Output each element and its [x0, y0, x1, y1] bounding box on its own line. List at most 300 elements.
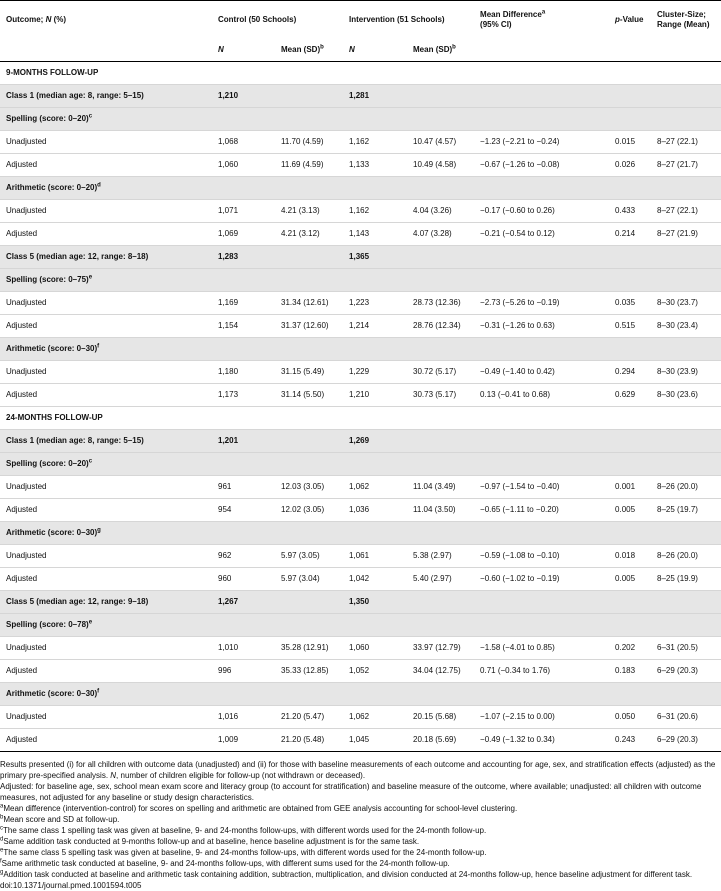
subgroup-row	[0, 453, 721, 476]
empty-cell	[212, 269, 275, 292]
intervention-mean: 4.07 (3.28)	[407, 223, 474, 246]
mean-difference: −0.67 (−1.26 to −0.08)	[474, 154, 609, 177]
group-label: Class 1 (median age: 8, range: 5–15)	[0, 430, 212, 453]
cluster-size: 8–30 (23.4)	[651, 315, 721, 338]
table-row	[0, 729, 721, 752]
p-value: 0.629	[609, 384, 651, 407]
empty-cell	[609, 453, 651, 476]
control-mean: 31.15 (5.49)	[275, 361, 343, 384]
empty-cell	[651, 246, 721, 269]
empty-cell	[212, 683, 275, 706]
cluster-size: 8–30 (23.6)	[651, 384, 721, 407]
subgroup-row	[0, 522, 721, 545]
empty-cell	[474, 453, 609, 476]
subgroup-label	[0, 453, 212, 476]
intervention-mean: 28.73 (12.36)	[407, 292, 474, 315]
empty-cell	[651, 85, 721, 108]
mean-difference: 0.71 (−0.34 to 1.76)	[474, 660, 609, 683]
footnote-marker: c	[0, 825, 3, 832]
control-n: 1,210	[212, 85, 275, 108]
subgroup-label-sup: c	[88, 113, 93, 120]
subgroup-label	[0, 338, 212, 361]
control-mean: 21.20 (5.47)	[275, 706, 343, 729]
empty-cell	[407, 269, 474, 292]
intervention-mean: 10.49 (4.58)	[407, 154, 474, 177]
empty-cell	[343, 177, 407, 200]
mean-difference: −0.31 (−1.26 to 0.63)	[474, 315, 609, 338]
control-mean: 31.14 (5.50)	[275, 384, 343, 407]
control-n-header	[212, 39, 275, 62]
group-row	[0, 246, 721, 269]
group-row	[0, 591, 721, 614]
cluster-size: 6–29 (20.3)	[651, 729, 721, 752]
empty-cell	[275, 614, 343, 637]
subgroup-label-text: Arithmetic (score: 0–30)	[6, 528, 98, 537]
intervention-n: 1,143	[343, 223, 407, 246]
p-value: 0.433	[609, 200, 651, 223]
empty-cell	[343, 453, 407, 476]
outcome-header-n: N	[45, 15, 52, 24]
subgroup-label	[0, 108, 212, 131]
empty-cell	[275, 246, 343, 269]
control-n: 960	[212, 568, 275, 591]
empty-cell	[651, 177, 721, 200]
p-value: 0.214	[609, 223, 651, 246]
group-row	[0, 430, 721, 453]
section-row	[0, 62, 721, 85]
subgroup-row	[0, 108, 721, 131]
intervention-n: 1,281	[343, 85, 407, 108]
empty-cell	[275, 453, 343, 476]
row-label: Adjusted	[0, 315, 212, 338]
subgroup-row	[0, 177, 721, 200]
header-row	[0, 1, 721, 40]
cluster-size: 8–26 (20.0)	[651, 476, 721, 499]
intervention-n: 1,052	[343, 660, 407, 683]
control-n: 1,060	[212, 154, 275, 177]
empty-cell	[275, 407, 343, 430]
empty-cell	[474, 269, 609, 292]
intervention-n: 1,062	[343, 706, 407, 729]
footnote-text: The same class 5 spelling task was given at baseline, 9- and 24-months follow-ups, with different words used for the 24-month follow-up.	[3, 848, 487, 857]
intervention-mean: 30.72 (5.17)	[407, 361, 474, 384]
p-value: 0.026	[609, 154, 651, 177]
subheader-empty	[474, 39, 609, 62]
empty-cell	[275, 177, 343, 200]
intervention-mean: 11.04 (3.50)	[407, 499, 474, 522]
p-value: 0.018	[609, 545, 651, 568]
mean-difference: −0.97 (−1.54 to −0.40)	[474, 476, 609, 499]
group-label: Class 1 (median age: 8, range: 5–15)	[0, 85, 212, 108]
empty-cell	[343, 522, 407, 545]
intervention-mean: 4.04 (3.26)	[407, 200, 474, 223]
empty-cell	[651, 614, 721, 637]
mean-difference: −1.07 (−2.15 to 0.00)	[474, 706, 609, 729]
footnote-item	[0, 847, 721, 858]
footnote-list	[0, 803, 721, 880]
subgroup-label	[0, 614, 212, 637]
intervention-n: 1,042	[343, 568, 407, 591]
footnote-marker: e	[0, 847, 4, 854]
p-value: 0.515	[609, 315, 651, 338]
intervention-mean: 30.73 (5.17)	[407, 384, 474, 407]
empty-cell	[212, 177, 275, 200]
mean-difference: 0.13 (−0.41 to 0.68)	[474, 384, 609, 407]
control-n: 996	[212, 660, 275, 683]
empty-cell	[651, 591, 721, 614]
intervention-n: 1,229	[343, 361, 407, 384]
pvalue-p: p	[615, 15, 620, 24]
subheader-empty	[609, 39, 651, 62]
control-n: 962	[212, 545, 275, 568]
footnote-marker: d	[0, 836, 4, 843]
intervention-n: 1,045	[343, 729, 407, 752]
empty-cell	[609, 522, 651, 545]
subgroup-label-text: Arithmetic (score: 0–30)	[6, 344, 98, 353]
intervention-header: Intervention (51 Schools)	[343, 1, 474, 40]
row-label: Adjusted	[0, 154, 212, 177]
mean-diff-text: Mean Difference	[480, 10, 542, 19]
outcome-header-text: Outcome;	[6, 15, 46, 24]
group-label: Class 5 (median age: 12, range: 8–18)	[0, 246, 212, 269]
empty-cell	[474, 246, 609, 269]
control-n: 1,173	[212, 384, 275, 407]
subgroup-label	[0, 177, 212, 200]
empty-cell	[474, 108, 609, 131]
mean-difference: −0.60 (−1.02 to −0.19)	[474, 568, 609, 591]
control-mean: 35.33 (12.85)	[275, 660, 343, 683]
empty-cell	[609, 269, 651, 292]
control-mean-text: Mean (SD)	[281, 45, 321, 54]
footnotes	[0, 752, 721, 891]
control-mean: 4.21 (3.12)	[275, 223, 343, 246]
outcome-header	[0, 1, 212, 40]
intervention-n: 1,162	[343, 131, 407, 154]
outcome-header-pct: (%)	[51, 15, 67, 24]
empty-cell	[651, 522, 721, 545]
empty-cell	[609, 407, 651, 430]
footnote-marker: b	[0, 814, 4, 821]
cluster-size: 8–27 (22.1)	[651, 131, 721, 154]
footnote-text: The same class 1 spelling task was given at baseline, 9- and 24-months follow-ups, with different words used for the 24-month follow-up.	[3, 826, 487, 835]
empty-cell	[343, 338, 407, 361]
empty-cell	[651, 453, 721, 476]
row-label: Adjusted	[0, 223, 212, 246]
empty-cell	[407, 246, 474, 269]
control-n: 954	[212, 499, 275, 522]
empty-cell	[407, 62, 474, 85]
footnote-results-n: N	[110, 771, 117, 780]
footnote-marker: f	[0, 858, 2, 865]
control-n: 1,009	[212, 729, 275, 752]
row-label: Adjusted	[0, 499, 212, 522]
footnote-item	[0, 814, 721, 825]
subgroup-label-text: Spelling (score: 0–78)	[6, 620, 89, 629]
footnote-adjusted: Adjusted: for baseline age, sex, school mean exam score and literacy group (to account for stratification) and baseline measure of the outcome, where available; unadjusted: all children with outcome measures, not adjusted for any baseline or study design characteristics.	[0, 782, 702, 802]
empty-cell	[407, 683, 474, 706]
empty-cell	[609, 614, 651, 637]
row-label: Unadjusted	[0, 361, 212, 384]
table-row	[0, 706, 721, 729]
intervention-n: 1,036	[343, 499, 407, 522]
footnote-text: Mean score and SD at follow-up.	[3, 815, 120, 824]
cluster-size: 8–27 (21.9)	[651, 223, 721, 246]
empty-cell	[343, 407, 407, 430]
subgroup-label-sup: f	[97, 688, 100, 695]
empty-cell	[275, 683, 343, 706]
control-n-text: N	[218, 45, 224, 54]
subgroup-row	[0, 683, 721, 706]
mean-diff-header	[474, 1, 609, 40]
control-n: 961	[212, 476, 275, 499]
intervention-mean: 5.40 (2.97)	[407, 568, 474, 591]
empty-cell	[275, 591, 343, 614]
empty-cell	[474, 591, 609, 614]
empty-cell	[609, 246, 651, 269]
row-label: Adjusted	[0, 384, 212, 407]
intervention-n: 1,214	[343, 315, 407, 338]
empty-cell	[275, 430, 343, 453]
table-row	[0, 568, 721, 591]
table-row	[0, 660, 721, 683]
intervention-mean-header	[407, 39, 474, 62]
control-n: 1,169	[212, 292, 275, 315]
table-row	[0, 223, 721, 246]
table-row	[0, 200, 721, 223]
intervention-mean: 11.04 (3.49)	[407, 476, 474, 499]
empty-cell	[407, 407, 474, 430]
control-mean: 11.70 (4.59)	[275, 131, 343, 154]
subgroup-row	[0, 269, 721, 292]
intervention-n: 1,060	[343, 637, 407, 660]
empty-cell	[651, 407, 721, 430]
subgroup-label-text: Spelling (score: 0–75)	[6, 275, 89, 284]
empty-cell	[275, 108, 343, 131]
subgroup-label-sup: c	[88, 458, 93, 465]
empty-cell	[343, 108, 407, 131]
footnote-results-text: Results presented (i) for all children with outcome data (unadjusted) and (ii) for those with baseline measurements of each outcome and accounting for age, sex, and stratification effects (adjusted) as the primary pre-specified analysis.	[0, 760, 716, 780]
empty-cell	[407, 177, 474, 200]
pvalue-header	[609, 1, 651, 40]
empty-cell	[343, 683, 407, 706]
control-n: 1,068	[212, 131, 275, 154]
intervention-mean-text: Mean (SD)	[413, 45, 453, 54]
empty-cell	[212, 614, 275, 637]
subgroup-label-text: Arithmetic (score: 0–30)	[6, 689, 98, 698]
pvalue-rest: -Value	[619, 15, 644, 24]
empty-cell	[343, 269, 407, 292]
control-n: 1,180	[212, 361, 275, 384]
mean-difference: −0.21 (−0.54 to 0.12)	[474, 223, 609, 246]
intervention-n: 1,162	[343, 200, 407, 223]
subgroup-label-text: Spelling (score: 0–20)	[6, 114, 89, 123]
control-mean: 31.34 (12.61)	[275, 292, 343, 315]
cluster-size: 8–27 (21.7)	[651, 154, 721, 177]
mean-difference: −1.58 (−4.01 to 0.85)	[474, 637, 609, 660]
table-row	[0, 637, 721, 660]
subgroup-label-sup: d	[97, 182, 101, 189]
control-mean: 35.28 (12.91)	[275, 637, 343, 660]
control-header: Control (50 Schools)	[212, 1, 343, 40]
control-n: 1,071	[212, 200, 275, 223]
footnote-text: Mean difference (intervention-control) for scores on spelling and arithmetic are obtained from GEE analysis accounting for school-level clustering.	[3, 804, 518, 813]
empty-cell	[343, 614, 407, 637]
subgroup-label	[0, 683, 212, 706]
intervention-n: 1,365	[343, 246, 407, 269]
footnote-marker: g	[0, 869, 4, 876]
empty-cell	[275, 522, 343, 545]
empty-cell	[609, 108, 651, 131]
intervention-n: 1,269	[343, 430, 407, 453]
empty-cell	[212, 407, 275, 430]
control-mean: 11.69 (4.59)	[275, 154, 343, 177]
intervention-mean: 5.38 (2.97)	[407, 545, 474, 568]
subgroup-label-sup: g	[97, 527, 101, 534]
empty-cell	[212, 338, 275, 361]
cluster-size: 8–30 (23.7)	[651, 292, 721, 315]
empty-cell	[407, 453, 474, 476]
row-label: Unadjusted	[0, 200, 212, 223]
empty-cell	[609, 85, 651, 108]
empty-cell	[651, 338, 721, 361]
intervention-n: 1,061	[343, 545, 407, 568]
cluster-size: 8–30 (23.9)	[651, 361, 721, 384]
footnote-text: Same addition task conducted at 9-months follow-up and at baseline, hence baseline adjustment is for the same task.	[3, 837, 420, 846]
empty-cell	[407, 338, 474, 361]
empty-cell	[474, 683, 609, 706]
mean-difference: −0.17 (−0.60 to 0.26)	[474, 200, 609, 223]
control-mean: 4.21 (3.13)	[275, 200, 343, 223]
empty-cell	[651, 683, 721, 706]
mean-difference: −0.49 (−1.40 to 0.42)	[474, 361, 609, 384]
row-label: Unadjusted	[0, 292, 212, 315]
row-label: Adjusted	[0, 568, 212, 591]
control-mean: 31.37 (12.60)	[275, 315, 343, 338]
cluster-header: Cluster-Size; Range (Mean)	[651, 1, 721, 40]
intervention-n-header	[343, 39, 407, 62]
subheader-row	[0, 39, 721, 62]
empty-cell	[651, 430, 721, 453]
p-value: 0.001	[609, 476, 651, 499]
row-label: Unadjusted	[0, 476, 212, 499]
empty-cell	[474, 338, 609, 361]
empty-cell	[609, 683, 651, 706]
intervention-mean-sup: b	[452, 44, 456, 51]
empty-cell	[474, 62, 609, 85]
empty-cell	[407, 85, 474, 108]
row-label: Adjusted	[0, 729, 212, 752]
empty-cell	[212, 62, 275, 85]
subheader-empty	[0, 39, 212, 62]
control-n: 1,267	[212, 591, 275, 614]
empty-cell	[474, 407, 609, 430]
empty-cell	[651, 108, 721, 131]
empty-cell	[212, 453, 275, 476]
p-value: 0.035	[609, 292, 651, 315]
footnote-item	[0, 825, 721, 836]
footnote-text: Same arithmetic task conducted at baseline, 9- and 24-months follow-ups, with different sums used for the 24-month follow-up.	[1, 859, 450, 868]
p-value: 0.005	[609, 499, 651, 522]
row-label: Unadjusted	[0, 706, 212, 729]
mean-difference: −2.73 (−5.26 to −0.19)	[474, 292, 609, 315]
cluster-size: 6–31 (20.6)	[651, 706, 721, 729]
control-mean: 21.20 (5.48)	[275, 729, 343, 752]
empty-cell	[609, 591, 651, 614]
intervention-n: 1,133	[343, 154, 407, 177]
control-n: 1,201	[212, 430, 275, 453]
intervention-n: 1,223	[343, 292, 407, 315]
cluster-size: 8–27 (22.1)	[651, 200, 721, 223]
mean-difference: −0.49 (−1.32 to 0.34)	[474, 729, 609, 752]
subgroup-label-sup: e	[88, 619, 93, 626]
empty-cell	[474, 614, 609, 637]
subheader-empty	[651, 39, 721, 62]
empty-cell	[407, 614, 474, 637]
empty-cell	[651, 269, 721, 292]
empty-cell	[474, 430, 609, 453]
footnote-item	[0, 858, 721, 869]
mean-difference: −0.65 (−1.11 to −0.20)	[474, 499, 609, 522]
control-n: 1,069	[212, 223, 275, 246]
footnote-item	[0, 803, 721, 814]
empty-cell	[343, 62, 407, 85]
control-mean-header	[275, 39, 343, 62]
intervention-n: 1,062	[343, 476, 407, 499]
table-row	[0, 476, 721, 499]
table-row	[0, 292, 721, 315]
intervention-mean: 20.18 (5.69)	[407, 729, 474, 752]
empty-cell	[651, 62, 721, 85]
footnote-item	[0, 869, 721, 880]
table-row	[0, 499, 721, 522]
intervention-mean: 28.76 (12.34)	[407, 315, 474, 338]
empty-cell	[275, 85, 343, 108]
empty-cell	[609, 430, 651, 453]
intervention-mean: 10.47 (4.57)	[407, 131, 474, 154]
section-label: 24-MONTHS FOLLOW-UP	[0, 407, 212, 430]
row-label: Unadjusted	[0, 637, 212, 660]
cluster-size: 8–25 (19.7)	[651, 499, 721, 522]
p-value: 0.005	[609, 568, 651, 591]
footnote-text: Addition task conducted at baseline and arithmetic task containing addition, subtraction, multiplication, and division conducted at 24-months follow-up, hence baseline adjustment for different task.	[3, 870, 693, 879]
p-value: 0.243	[609, 729, 651, 752]
empty-cell	[474, 177, 609, 200]
empty-cell	[212, 108, 275, 131]
intervention-mean: 20.15 (5.68)	[407, 706, 474, 729]
control-n: 1,154	[212, 315, 275, 338]
control-mean: 12.03 (3.05)	[275, 476, 343, 499]
p-value: 0.015	[609, 131, 651, 154]
empty-cell	[275, 269, 343, 292]
table-row	[0, 315, 721, 338]
cluster-size: 6–31 (20.5)	[651, 637, 721, 660]
section-label: 9-MONTHS FOLLOW-UP	[0, 62, 212, 85]
empty-cell	[474, 85, 609, 108]
subgroup-label	[0, 269, 212, 292]
table-row	[0, 154, 721, 177]
p-value: 0.183	[609, 660, 651, 683]
empty-cell	[474, 522, 609, 545]
subgroup-label-text: Arithmetic (score: 0–20)	[6, 183, 98, 192]
footnote-results-text-2: , number of children eligible for follow-up (not withdrawn or deceased).	[116, 771, 366, 780]
p-value: 0.202	[609, 637, 651, 660]
table-body	[0, 62, 721, 752]
subgroup-label-sup: e	[88, 274, 93, 281]
group-label: Class 5 (median age: 12, range: 9–18)	[0, 591, 212, 614]
empty-cell	[609, 177, 651, 200]
control-mean-sup: b	[320, 44, 324, 51]
subgroup-row	[0, 338, 721, 361]
